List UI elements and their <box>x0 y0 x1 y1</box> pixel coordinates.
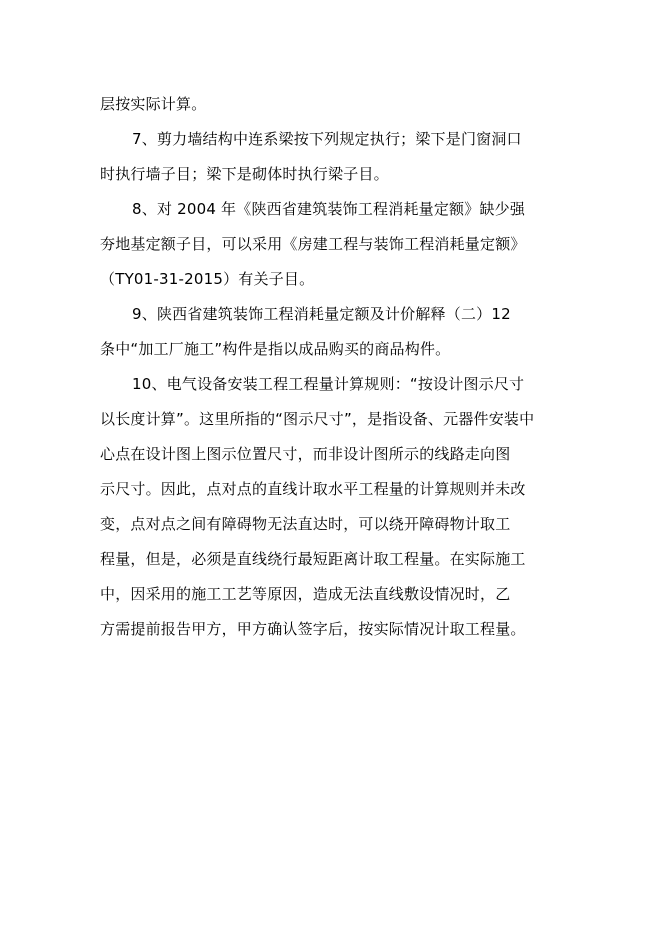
text-line: 7、剪力墙结构中连系梁按下列规定执行；梁下是门窗洞口 <box>132 130 522 148</box>
text-line: 10、电气设备安装工程工程量计算规则：“按设计图示尺寸 <box>132 375 525 393</box>
text-line: 9、陕西省建筑装饰工程消耗量定额及计价解释（二）12 <box>132 305 511 323</box>
text-line: 8、对 2004 年《陕西省建筑装饰工程消耗量定额》缺少强 <box>132 200 526 218</box>
text-line: 心点在设计图上图示位置尺寸，而非设计图所示的线路走向图 <box>100 445 511 463</box>
text-line: 时执行墙子目；梁下是砌体时执行梁子目。 <box>100 165 389 183</box>
text-line: 条中“加工厂施工”构件是指以成品购买的商品构件。 <box>100 340 451 358</box>
text-line: 层按实际计算。 <box>100 95 207 113</box>
text-line: （TY01-31-2015）有关子目。 <box>100 270 315 288</box>
text-line: 示尺寸。因此，点对点的直线计取水平工程量的计算规则并未改 <box>100 480 526 498</box>
text-line: 程量，但是，必须是直线绕行最短距离计取工程量。在实际施工 <box>100 550 526 568</box>
text-line: 方需提前报告甲方，甲方确认签字后，按实际情况计取工程量。 <box>100 620 526 638</box>
text-line: 夯地基定额子目，可以采用《房建工程与装饰工程消耗量定额》 <box>100 235 526 253</box>
text-line: 中，因采用的施工工艺等原因，造成无法直线敷设情况时，乙 <box>100 585 511 603</box>
text-line: 变，点对点之间有障碍物无法直达时，可以绕开障碍物计取工 <box>100 515 511 533</box>
text-line: 以长度计算”。这里所指的“图示尺寸”，是指设备、元器件安装中 <box>100 410 535 428</box>
